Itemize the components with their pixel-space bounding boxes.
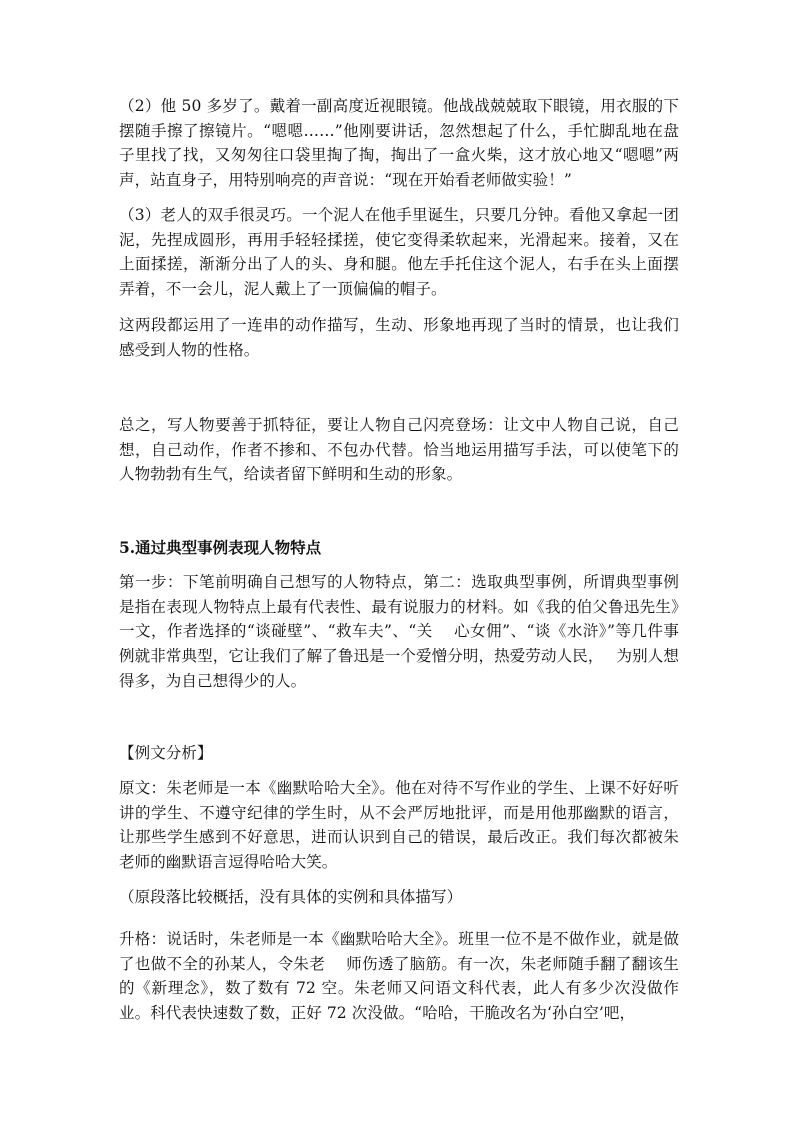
example-analysis-label: 【例文分析】: [119, 744, 213, 762]
paragraph-example-3: （3）老人的双手很灵巧。一个泥人在他手里诞生，只要几分钟。看他又拿起一团泥，先捏成圆形，再用手轻轻揉搓，使它变得柔软起来，光滑起来。接着，又在上面揉搓，渐渐分出了人的头、身和腿。他左手托住这个泥人，右手在头上面摆弄着，不一会儿，泥人戴上了一顶偏偏的帽子。: [119, 206, 679, 299]
paragraph-comment: （原段落比较概括，没有具体的实例和具体描写）: [119, 888, 463, 906]
section-5-title: 5.通过典型事例表现人物特点: [119, 538, 322, 557]
paragraph-upgraded-text: 升格：说话时，朱老师是一本《幽默哈哈大全》。班里一位不是不做作业，就是做了也做不全的孙某人，令朱老 师伤透了脑筋。有一次，朱老师随手翻了翻该生的《新理念》，数了数有 72 空。朱老师又问语文科代表，此人有多少次没做作业。科代表快速数了数，正好 72 次没做。“哈哈，干脆改名为‘孙白空’吧，: [119, 930, 679, 1023]
paragraph-summary: 总之，写人物要善于抓特征，要让人物自己闪亮登场：让文中人物自己说，自己想，自己动作，作者不掺和、不包办代替。恰当地运用描写手法，可以使笔下的人物勃勃有生气，给读者留下鲜明和生动的形象。: [119, 416, 679, 484]
paragraph-example-2: （2）他 50 多岁了。戴着一副高度近视眼镜。他战战兢兢取下眼镜，用衣服的下摆随手擦了擦镜片。“嗯嗯……”他刚要讲话，忽然想起了什么，手忙脚乱地在盘子里找了找，又匆匆往口袋里掏了掏，掏出了一盒火柴，这才放心地又“嗯嗯”两声，站直身子，用特别响亮的声音说：“现在开始看老师做实验！”: [119, 97, 679, 190]
paragraph-section-5-body: 第一步：下笔前明确自己想写的人物特点，第二：选取典型事例，所谓典型事例是指在表现人物特点上最有代表性、最有说服力的材料。如《我的伯父鲁迅先生》一文，作者选择的“谈碰壁”、“救车夫”、“关 心女佣”、“谈《水浒》”等几件事例就非常典型，它让我们了解了鲁迅是一个爱憎分明，热爱劳动人民， 为别人想得多，为自己想得少的人。: [119, 573, 679, 690]
paragraph-original-text: 原文：朱老师是一本《幽默哈哈大全》。他在对待不写作业的学生、上课不好好听讲的学生、不遵守纪律的学生时，从不会严厉地批评，而是用他那幽默的语言，让那些学生感到不好意思，进而认识到自己的错误，最后改正。我们每次都被朱老师的幽默语言逗得哈哈大笑。: [119, 779, 679, 872]
paragraph-analysis-note: 这两段都运用了一连串的动作描写，生动、形象地再现了当时的情景，也让我们感受到人物的性格。: [119, 316, 679, 359]
